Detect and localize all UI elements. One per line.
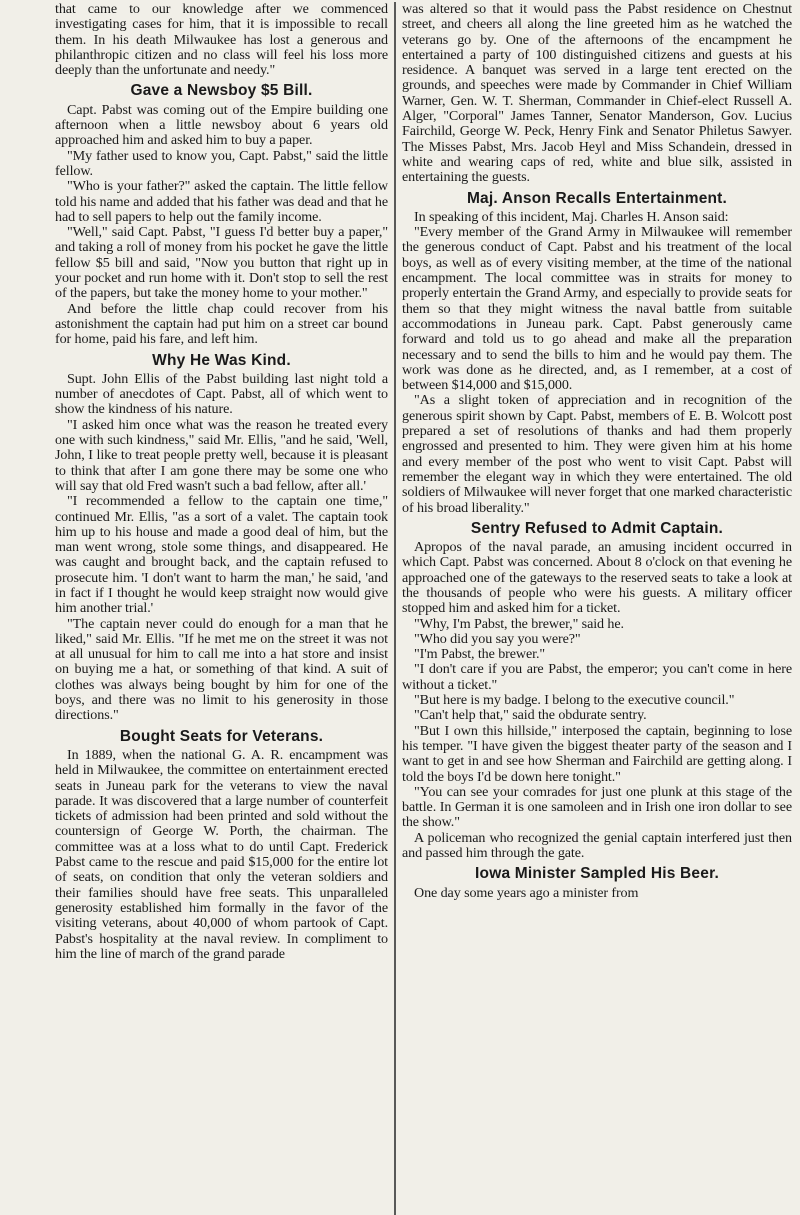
anson-heading: Maj. Anson Recalls Entertainment. xyxy=(466,189,728,207)
seats-paragraph: In 1889, when the national G. A. R. encampment was held in Milwaukee, the committee on entertainment erected seats in Juneau park for the veterans to view the naval parade. It was discovered that a large number of counterfeit tickets of admission had been printed and sold without the countersign of George W. Porth, the chairman. The committee was at a loss what to do until Capt. Frederick Pabst came to the rescue and paid $15,000 for the entire lot of seats, on condition that only the veteran soldiers and their families should have free seats. This unparalleled generosity established him formally in the favor of the visiting veterans, about 40,000 of whom partook of Capt. Pabst's hospitality at the naval review. In compliment to him the line of march of the grand parade xyxy=(55,746,388,962)
newsboy-paragraph: And before the little chap could recover from his astonishment the captain had put him on a street car bound for home, paid his fare, and left him. xyxy=(55,300,388,348)
sentry-paragraph: "Can't help that," said the obdurate sentry. xyxy=(414,707,647,724)
newsboy-heading: Gave a Newsboy $5 Bill. xyxy=(130,82,313,100)
sentry-paragraph: "Why, I'm Pabst, the brewer," said he. xyxy=(414,615,624,632)
kind-paragraph: "I recommended a fellow to the captain one time," continued Mr. Ellis, "as a sort of a valet. The captain took him up to his house and made a good deal of him, but the man went wrong, stole some things, and disappeared. He was caught and brought back, and the captain refused to prosecute him. 'I don't want to harm the man,' he said, 'and in fact if I thought he would keep straight now would give him another trial.' xyxy=(55,493,388,617)
anson-paragraph: In speaking of this incident, Maj. Charles H. Anson said: xyxy=(414,208,729,225)
sentry-paragraph: "But I own this hillside," interposed the captain, beginning to lose his temper. "I have given the biggest theater party of the season and I want to get in and see how Sherman and Fairchild are getting along. I told the boys I'd be down here tonight." xyxy=(402,722,792,785)
sentry-paragraph: "I don't care if you are Pabst, the emperor; you can't come in here without a ticket." xyxy=(402,661,792,693)
sentry-paragraph: "You can see your comrades for just one plunk at this stage of the battle. In German it is one samoleen and in Irish one iron dollar to see the show." xyxy=(402,783,792,831)
sentry-heading: Sentry Refused to Admit Captain. xyxy=(470,519,724,537)
seats-heading: Bought Seats for Veterans. xyxy=(119,727,324,745)
sentry-paragraph: A policeman who recognized the genial captain interfered just then and passed him through the gate. xyxy=(402,829,792,862)
newsboy-paragraph: Capt. Pabst was coming out of the Empire building one afternoon when a little newsboy about 6 years old approached him and asked him to buy a paper. xyxy=(55,101,388,149)
anson-paragraph: "Every member of the Grand Army in Milwaukee will remember the generous conduct of Capt. Pabst and his treatment of the local boys, as well as of every visiting member, at the time of the national encampment. The local committee was in straits for money to properly entertain the Grand Army, and especially to provide seats for them so that they might witness the naval battle from suitable accommodations in Juneau park. Capt. Pabst generously came forward and told us to go ahead and make all the preparation necessary and to send the bills to him and he would pay them. The work was done as he directed, and, as I remember, at a cost of between $14,000 and $15,000. xyxy=(402,224,792,394)
sentry-paragraph: "Who did you say you were?" xyxy=(414,630,581,647)
kind-paragraph: Supt. John Ellis of the Pabst building last night told a number of anecdotes of Capt. Pabst, all of which went to show the kindness of his nature. xyxy=(55,370,388,418)
sentry-paragraph: Apropos of the naval parade, an amusing incident occurred in which Capt. Pabst was concerned. About 8 o'clock on that evening he approached one of the gateways to the reserved seats to take a look at the thousands of people who were his guests. A military officer stopped him and asked him for a ticket. xyxy=(402,539,792,617)
beer-paragraph: One day some years ago a minister from xyxy=(414,884,639,901)
sentry-paragraph: "But here is my badge. I belong to the executive council." xyxy=(414,692,735,709)
kind-paragraph: "I asked him once what was the reason he treated every one with such kindness," said Mr. Ellis, "and he said, 'Well, John, I like to treat people pretty well, because it is pleasant to think that after I am gone there may be some one who will say that old Fred wasn't such a bad fellow, after all.' xyxy=(55,416,388,494)
newsboy-paragraph: "My father used to know you, Capt. Pabst," said the little fellow. xyxy=(55,147,388,179)
column-rule xyxy=(394,2,396,1215)
left-column xyxy=(55,2,388,1215)
kind-heading: Why He Was Kind. xyxy=(152,351,291,369)
kind-paragraph: "The captain never could do enough for a man that he liked," said Mr. Ellis. "If he met me on the street it was not at all unusual for him to call me into a hat store and insist on buying me a hat, or something of that kind. A suit of clothes was always being bought by him for one of the boys, and there was no limit to his generosity in those directions." xyxy=(55,615,388,724)
beer-heading: Iowa Minister Sampled His Beer. xyxy=(475,865,719,883)
sentry-paragraph: "I'm Pabst, the brewer." xyxy=(414,646,546,663)
right-intro-paragraph: was altered so that it would pass the Pabst residence on Chestnut street, and cheers all along the line greeted him as he watched the veterans go by. One of the afternoons of the encampment he entertained a party of 100 distinguished citizens and guests at his residence. A banquet was served in a large tent erected on the grounds, and speeches were made by Commander in Chief William Warner, Gen. W. T. Sherman, Commander in Chief-elect Russell A. Alger, "Corporal" James Tanner, Senator Manderson, Gov. Lucius Fairchild, George W. Peck, Henry Fink and Senator Philetus Sawyer. The Misses Pabst, Mrs. Jacob Heyl and Miss Schandein, dressed in white and wearing caps of red, white and blue silk, assisted in entertaining the guests. xyxy=(402,2,792,186)
newsboy-paragraph: "Who is your father?" asked the captain. The little fellow told his name and added that his father was dead and that he had to sell papers to help out the family income. xyxy=(55,178,388,225)
newsboy-paragraph: "Well," said Capt. Pabst, "I guess I'd better buy a paper," and taking a roll of money from his pocket he gave the little fellow $5 bill and said, "Now you button that right up in your pocket and run home with it. Don't stop to sell the rest of the papers, but take the money home to your mother." xyxy=(55,224,388,302)
anson-paragraph: "As a slight token of appreciation and in recognition of the generous spirit shown by Capt. Pabst, members of E. B. Wolcott post prepared a set of resolutions of thanks and had them properly engrossed and presented to him. They were given him at his home and every member of the post who went to visit Capt. Pabst will remember the elegant way in which they were entertained. The old soldiers of Milwaukee will never forget that one marked characteristic of his broad liberality." xyxy=(402,392,792,516)
left-intro-paragraph: that came to our knowledge after we commenced investigating cases for him, that it is impossible to recall them. In his death Milwaukee has lost a generous and philanthropic citizen and no class will feel his loss more deeply than the unfortunate and needy." xyxy=(55,2,388,79)
right-column xyxy=(402,2,792,1215)
